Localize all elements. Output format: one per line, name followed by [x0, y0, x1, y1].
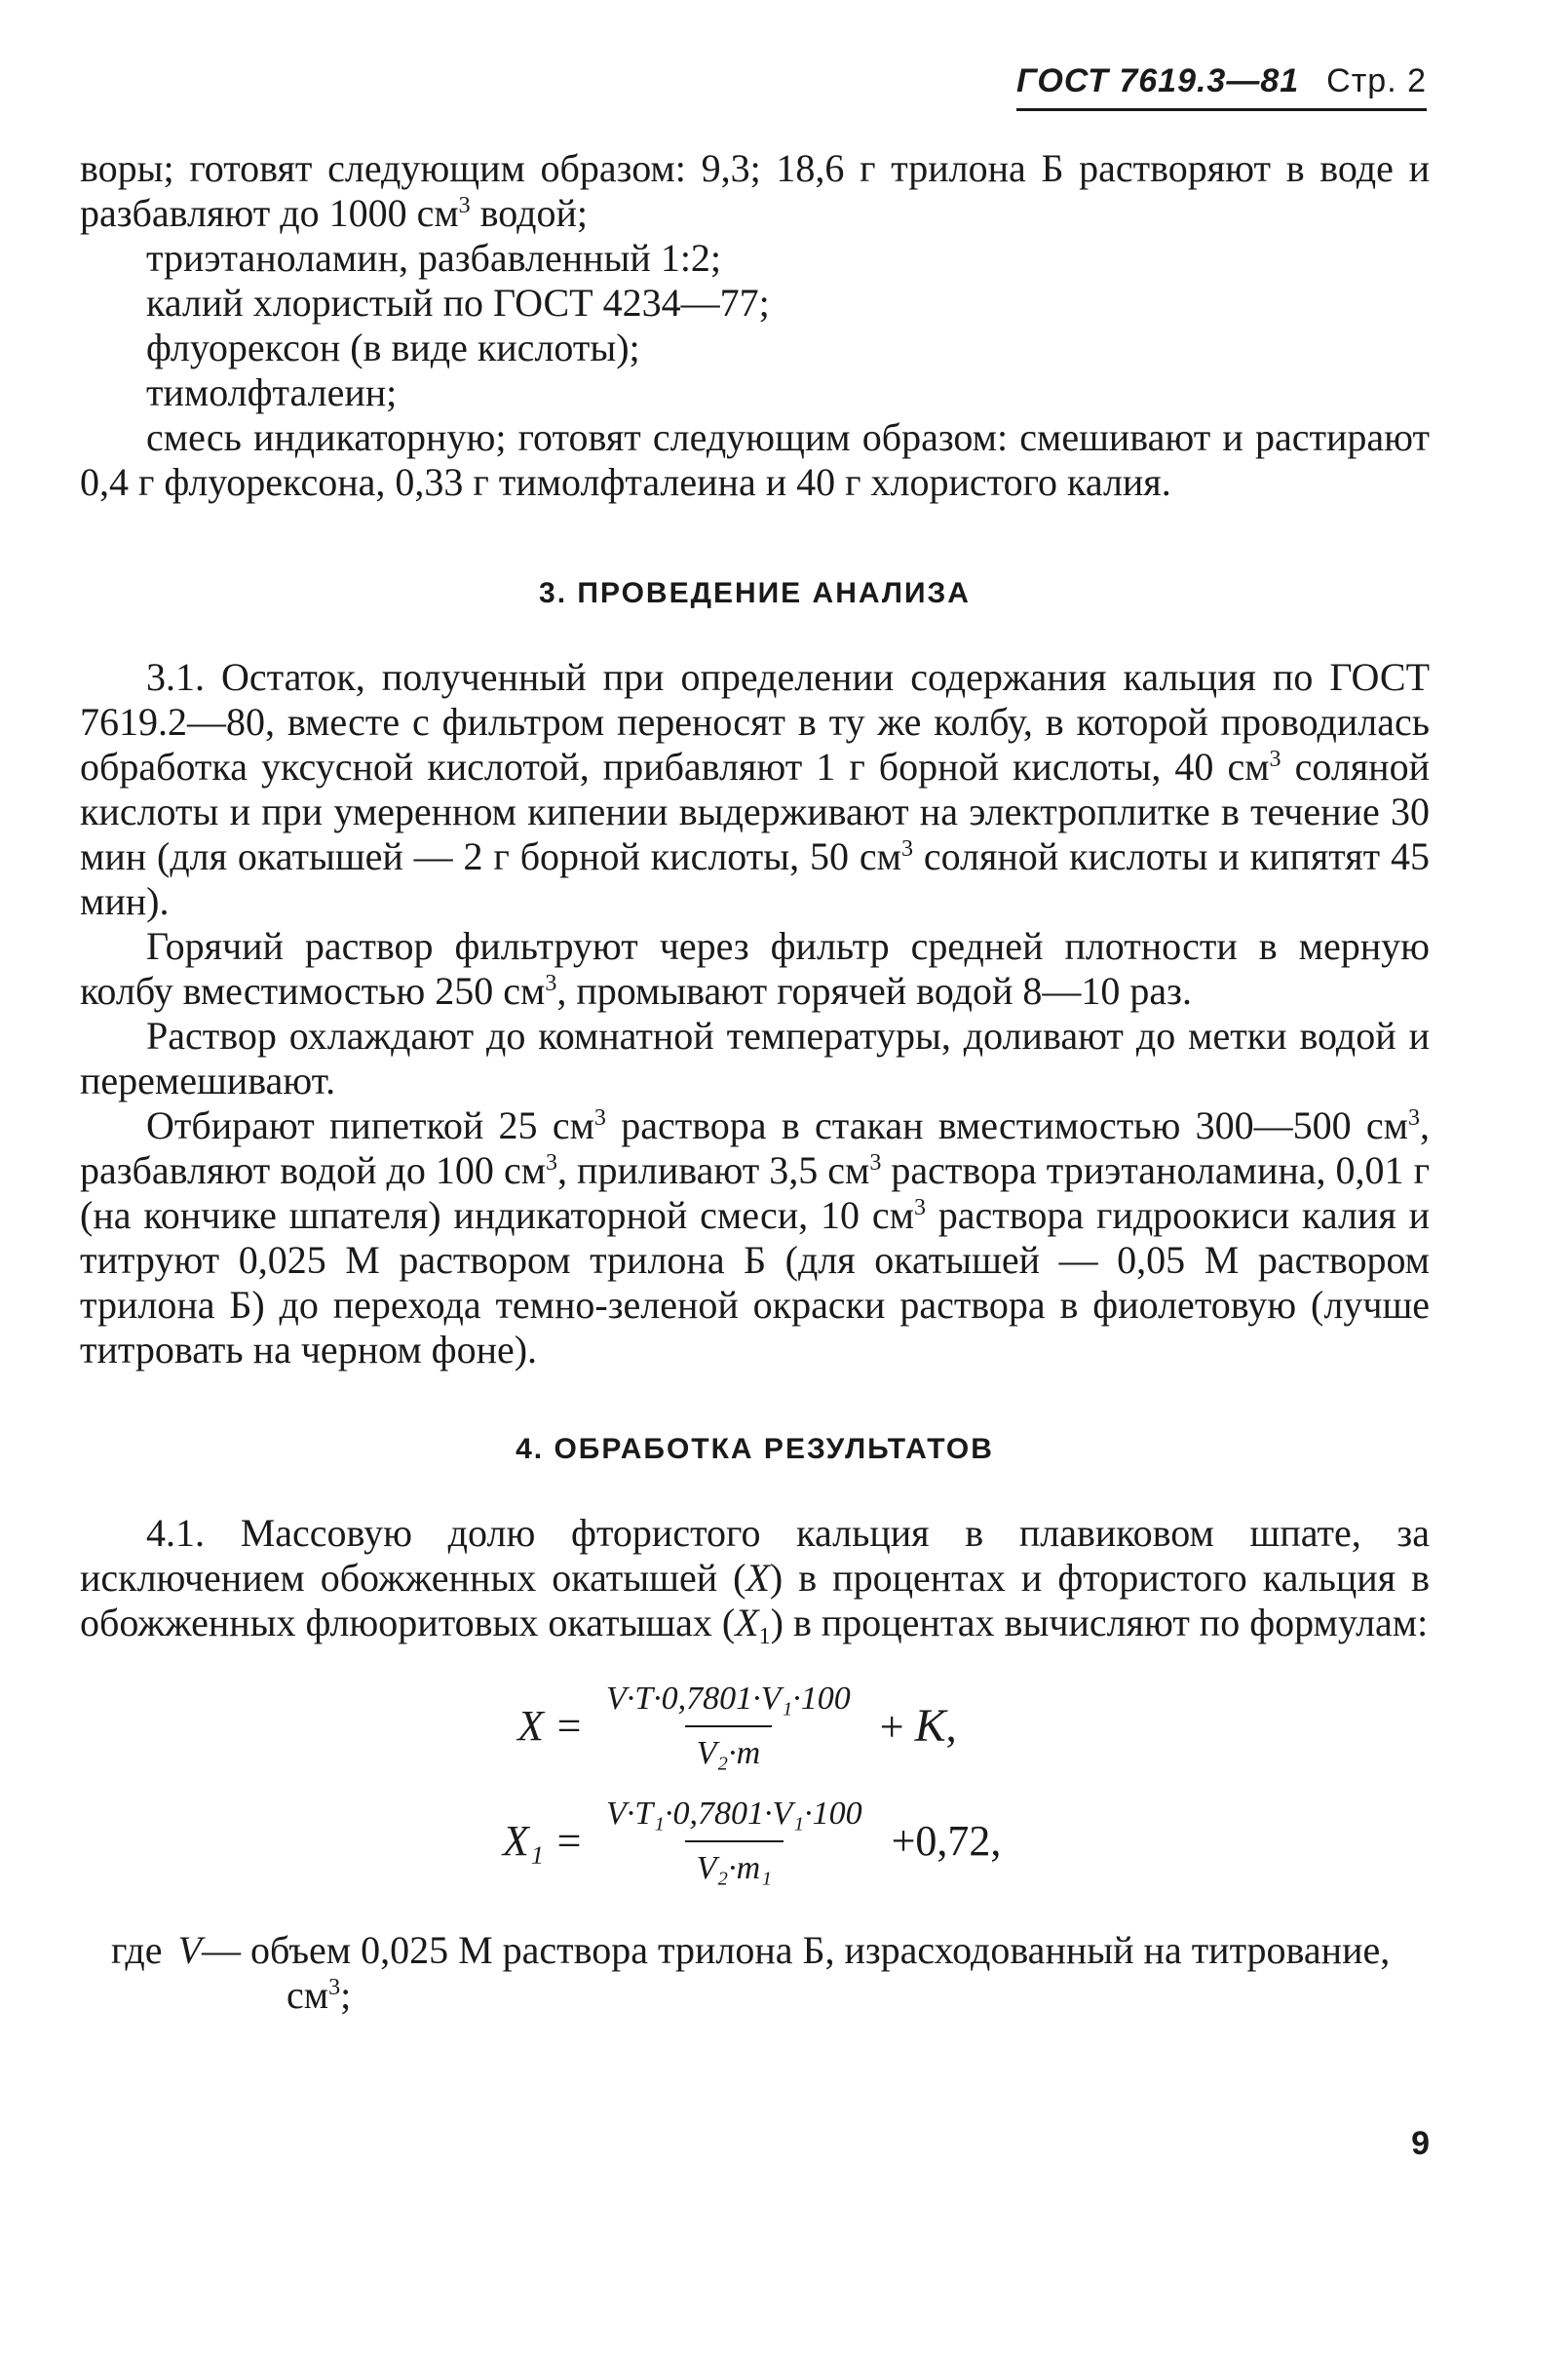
reagent-item: калий хлористый по ГОСТ 4234—77; [146, 281, 770, 325]
section4-paragraph-1 [80, 1511, 1430, 1649]
superscript: 3 [1269, 747, 1281, 772]
standard-number: ГОСТ 7619.3—81 [1016, 62, 1300, 99]
variable: V [177, 1928, 202, 1972]
equals-sign: = [556, 1702, 582, 1750]
variable-definition [111, 1928, 1430, 2018]
text: , приливают 3,5 см [557, 1148, 870, 1192]
text: раствора гидроокиси калия и титруют 0,025 М раствором трилона Б (для окатышей — 0,05 М раствором трилона Б) до перехода темно-зеленой окраски раствора в фиолетовую (лучше титровать на черном фоне). [80, 1193, 1430, 1372]
numerator: V·T·0,7801·V₁·100 [606, 1681, 851, 1717]
text: ) в процентах вычисляют по формулам: [770, 1601, 1429, 1644]
intro-text-end: водой; [470, 191, 588, 235]
superscript: 3 [545, 971, 557, 996]
numerator: V·T₁·0,7801·V₁·100 [606, 1796, 862, 1832]
variable: X [735, 1601, 759, 1644]
text: соляной кислоты и при умеренном кипении выдерживают на электроплитке в течение 30 мин (для окатышей — 2 г борной кислоты, 50 см [80, 745, 1430, 878]
text: соляной кислоты и кипятят 45 мин). [80, 834, 1430, 923]
formula-lhs: X₁ [502, 1817, 544, 1865]
document-body [80, 146, 1430, 2018]
reagent-item: флуорексон (в виде кислоты); [146, 326, 640, 369]
superscript: 3 [328, 1975, 341, 2000]
superscript: 3 [913, 1195, 926, 1220]
formula-x1 [450, 1784, 1191, 1899]
page-label: Стр. 2 [1326, 62, 1427, 99]
superscript: 3 [458, 193, 471, 218]
text: 3.1. Остаток, полученный при определении содержания кальция по ГОСТ 7619.2—80, вместе с фильтром переносят в ту же колбу, в которой проводилась обработка уксусной кислотой, прибавляют 1 г борной кислоты, 40 см [80, 655, 1430, 789]
superscript: 3 [869, 1150, 882, 1176]
text: раствора триэтаноламина, 0,01 г (на кончике шпателя) индикаторной смеси, 10 см [80, 1148, 1431, 1237]
text: ) в процентах и фтористого кальция в обожженных флюоритовых окатышах ( [80, 1556, 1430, 1644]
text: , разбавляют водой до 100 см [80, 1103, 1430, 1192]
section3-paragraph-2 [80, 924, 1430, 1014]
subscript: 1 [758, 1624, 771, 1649]
reagent-item: смесь индикаторную; готовят следующим образом: смешивают и растирают 0,4 г флуорексона, 0,33 г тимолфталеина и 40 г хлористого калия. [80, 415, 1430, 504]
formula-tail [879, 1699, 957, 1752]
text: ; [340, 1973, 352, 2017]
denominator: V₂·m [685, 1725, 773, 1776]
superscript: 3 [900, 836, 913, 862]
fraction [594, 1792, 874, 1891]
intro-paragraph [80, 146, 1430, 236]
page-number: 9 [1411, 2125, 1430, 2162]
reagent-item: тимолфталеин; [146, 370, 398, 414]
equals-sign: = [556, 1817, 582, 1865]
fraction [594, 1677, 862, 1776]
formula-tail: +0,72, [891, 1817, 1002, 1865]
text: Горячий раствор фильтруют через фильтр средней плотности в мерную колбу вместимостью 250 см [80, 924, 1430, 1013]
comma: , [945, 1702, 957, 1751]
variable: K [914, 1699, 946, 1752]
text: раствора в стакан вместимостью 300—500 см [605, 1103, 1408, 1147]
page-header [1016, 62, 1427, 111]
formula-x [450, 1669, 1191, 1784]
reagent-item: триэтаноламин, разбавленный 1:2; [146, 236, 722, 280]
section3-paragraph-3: Раствор охлаждают до комнатной температуры, доливают до метки водой и перемешивают. [80, 1014, 1430, 1102]
text: где [111, 1928, 163, 1972]
denominator: V₂·m₁ [685, 1840, 784, 1891]
formula-block [450, 1669, 1191, 1899]
plus-sign: + [879, 1702, 904, 1751]
text: , промывают горячей водой 8—10 раз. [556, 969, 1192, 1013]
section-heading-4: 4. ОБРАБОТКА РЕЗУЛЬТАТОВ [516, 1433, 994, 1465]
text: — объем 0,025 М раствора трилона Б, израсходованный на титрование, см [201, 1928, 1391, 2017]
section3-paragraph-1 [80, 655, 1430, 924]
text: Отбирают пипеткой 25 см [146, 1103, 594, 1147]
variable: X [746, 1556, 770, 1600]
formula-lhs: X [517, 1702, 544, 1750]
superscript: 3 [1408, 1105, 1420, 1131]
text: 4.1. Массовую долю фтористого кальция в плавиковом шпате, за исключением обожженных окатышей ( [80, 1511, 1430, 1600]
intro-text: воры; готовят следующим образом: 9,3; 18,6 г трилона Б растворяют в воде и разбавляют до 1000 см [80, 146, 1430, 235]
section-heading-3: 3. ПРОВЕДЕНИЕ АНАЛИЗА [539, 577, 971, 609]
superscript: 3 [546, 1150, 558, 1176]
section3-paragraph-4 [80, 1103, 1430, 1372]
superscript: 3 [593, 1105, 606, 1131]
